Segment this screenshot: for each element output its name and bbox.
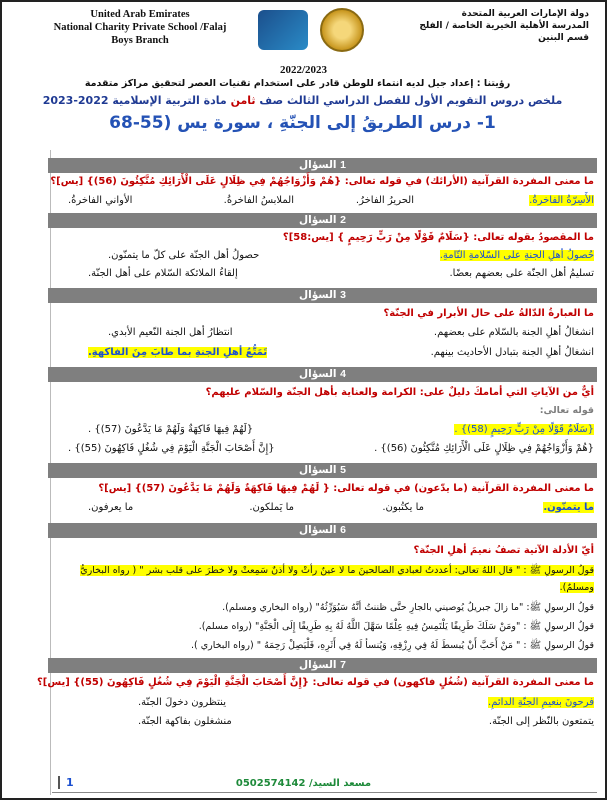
evidence-text: قولُ الرسولِ ﷺ : " قال اللهُ تعالى: أعددتُ لعبادي الصالحينَ ما لا عينٌ رأتْ ولا أذنٌ سَمِعتْ ولا خطرَ على قلب بشر " ( رواه البخاريُّ ومسلمٌ). xyxy=(80,565,594,593)
option: إلقاءُ الملائكة السّلام على أهل الجنّة. xyxy=(88,268,238,279)
question-bar-5 xyxy=(48,463,597,478)
option: انتظارُ أهل الجنة النّعيم الأبدي. xyxy=(108,327,233,338)
evidence-2: قولُ الرسولِ ﷺ: "ما زالَ جبريلُ يُوصيني بالجارِ حتَّى ظننتُ أنَّهُ سَيُوَرِّثُهُ" (رواه البخاري ومسلم). xyxy=(222,602,594,613)
header-right-line-3: قسم البنين xyxy=(538,33,589,43)
question-subtext-4: قوله تعالى: xyxy=(539,405,594,416)
summary-text: ملخص دروس التقويم الأول للفصل الدراسي الثالث صف xyxy=(259,94,563,107)
option: الملابسُ الفاخرةُ. xyxy=(223,195,294,206)
header-right-line-1: دولة الإمارات العربية المتحدة xyxy=(461,9,589,19)
question-text-1: ما معنى المفردة القرآنية (الأرائك) في قوله تعالى: {هُمْ وَأَزْوَاجُهُمْ فِي ظِلَالٍ عَلَى الْأَرَائِكِ مُتَّكِئُونَ (56)} [يس]؟ xyxy=(50,176,594,187)
option: ينتظرون دخولَ الجنّة. xyxy=(138,697,226,708)
question-number: 4 xyxy=(340,368,347,380)
option: الأواني الفاخرةُ. xyxy=(68,195,133,206)
option-correct: تَمَتُّعُ أهلِ الجنةِ بما طابَ مِنَ الفاكهةِ. xyxy=(88,347,268,358)
evidence-3: قولُ الرسولِ ﷺ : "ومَنْ سَلَكَ طَرِيقًا يَلْتَمِسُ فِيهِ عِلْمًا سَهَّلَ اللَّهُ لَهُ بِهِ طَرِيقًا إِلَى الْجَنَّةِ" (رواه مسلم). xyxy=(198,621,594,632)
header-right-line-2: المدرسة الأهلية الخيرية الخاصة / الفلج xyxy=(419,21,589,31)
question-text-6: أيّ الأدلة الآتية تصفُ نعيمَ أهلِ الجنّة؟ xyxy=(413,545,594,556)
question-text-3: ما العبارةُ الدّالةُ على حال الأبرار في الجنّة؟ xyxy=(383,308,594,319)
option: الحريرُ الفاخرُ. xyxy=(355,195,414,206)
options-row-q7a xyxy=(48,697,594,711)
question-label: السؤال xyxy=(298,159,337,171)
question-bar-1 xyxy=(48,158,597,173)
question-bar-6 xyxy=(48,523,597,538)
question-number: 6 xyxy=(340,524,347,536)
options-row-q4a xyxy=(48,424,594,438)
question-label: السؤال xyxy=(298,368,337,380)
summary-title xyxy=(10,94,595,107)
option: منشغلون بفاكهة الجنّة. xyxy=(138,716,232,727)
option: يتمتعون بالنّظر إلى الجنّة. xyxy=(488,716,594,727)
option-correct: حُصولُ أهلِ الجنةِ على السّلامةِ التّامةِ. xyxy=(439,250,594,261)
option: {لَهُمْ فِيهَا فَاكِهَةٌ وَلَهُمْ مَا يَدَّعُونَ (57)} . xyxy=(88,424,254,435)
question-bar-2 xyxy=(48,213,597,228)
option: ما يعرفون. xyxy=(88,502,134,513)
question-text-2: ما المقصودُ بقوله تعالى: {سَلَامٌ قَوْلًا مِنْ رَبٍّ رَحِيمٍ } [يس:58]؟ xyxy=(282,232,594,243)
option: {هُمْ وَأَزْوَاجُهُمْ فِي ظِلَالٍ عَلَى الْأَرَائِكِ مُتَّكِئُونَ (56)} . xyxy=(374,443,594,454)
lesson-title: 1- درس الطريقُ إلى الجنّةِ ، سورة يس (55-68 xyxy=(109,113,496,133)
question-number: 1 xyxy=(340,159,347,171)
options-row-q4b xyxy=(48,443,594,457)
options-row-q2a xyxy=(48,250,594,264)
page-number: 1 xyxy=(58,776,74,789)
option: حصولُ أهل الجنّة على كلّ ما يتمنّون. xyxy=(108,250,260,261)
options-row-q7b xyxy=(48,716,594,730)
footer-rule xyxy=(52,792,597,793)
header-left-line-3: Boys Branch xyxy=(111,35,169,46)
school-logo-icon xyxy=(258,10,308,50)
evidence-correct xyxy=(48,562,594,596)
academic-year: 2022/2023 xyxy=(279,64,328,76)
teacher-contact: مسعد السيد/ 0502574142 xyxy=(235,778,372,789)
option: {إِنَّ أَصْحَابَ الْجَنَّةِ الْيَوْمَ فِي شُغُلٍ فَاكِهُونَ (55)} . xyxy=(68,443,275,454)
header-left-line-1: United Arab Emirates xyxy=(90,9,190,20)
option-correct: فرحونَ بنعيمِ الجنّةِ الدائمِ. xyxy=(488,697,594,708)
header-right xyxy=(379,8,589,44)
question-label: السؤال xyxy=(298,289,337,301)
header-left-line-2: National Charity Private School /Falaj xyxy=(53,22,227,33)
option: ما يَملكون. xyxy=(249,502,294,513)
question-number: 2 xyxy=(340,214,347,226)
question-number: 3 xyxy=(340,289,347,301)
options-row-q5 xyxy=(48,502,594,516)
option: تسليمُ أهل الجنّة على بعضهم بعضًا. xyxy=(449,268,594,279)
options-row-q3a xyxy=(48,327,594,341)
question-bar-3 xyxy=(48,288,597,303)
question-bar-4 xyxy=(48,367,597,382)
question-label: السؤال xyxy=(298,524,337,536)
options-row-q3b xyxy=(48,347,594,361)
option: انشغالُ أهلِ الجنة بالسّلام على بعضهم. xyxy=(433,327,594,338)
summary-tail: مادة التربية الإسلامية 2022-2023 xyxy=(42,94,227,107)
school-logos xyxy=(258,8,378,52)
emblem-icon xyxy=(320,8,364,52)
question-text-5: ما معنى المفردة القرآنية (ما يدّعون) في قوله تعالى: { لَهُمْ فِيهَا فَاكِهَةٌ وَلَهُمْ مَا يَدَّعُونَ (57)} [يس]؟ xyxy=(98,483,594,494)
options-row-q2b xyxy=(48,268,594,282)
option-correct: ما يتمنّون. xyxy=(543,502,594,513)
question-number: 5 xyxy=(340,464,347,476)
vision-statement: رؤيتنا : إعداد جيل لديه انتماء للوطن قادر على استخدام تقنيات العصر لتحقيق مراكز متقدمة xyxy=(84,78,511,89)
header-left xyxy=(30,8,250,47)
question-label: السؤال xyxy=(298,214,337,226)
options-row-q1 xyxy=(48,195,594,209)
evidence-4: قولُ الرسولِ ﷺ : " مَنْ أَحَبَّ أَنْ يُبسطَ لَهُ فِي رِزْقِهِ، وَيُنسأ لَهُ فِي أَثَرِهِ، فَلْيَصِلْ رَحِمَهُ " (رواه البخاري ). xyxy=(190,640,594,651)
question-number: 7 xyxy=(340,659,347,671)
option: ما يكتُبون. xyxy=(382,502,424,513)
question-text-7: ما معنى المفردة القرآنية (شُغُلٍ فاكهون) في قوله تعالى: {إِنَّ أَصْحَابَ الْجَنَّةِ الْيَوْمَ فِي شُغُلٍ فَاكِهُونَ (55)} [يس]؟ xyxy=(36,677,594,688)
option-correct: {سَلَامٌ قَوْلًا مِنْ رَبٍّ رَحِيمٍ (58)} . xyxy=(454,424,594,435)
question-text-4: أيٌّ من الآياتِ التي أمامكَ دليلٌ على: الكرامة والعناية بأهل الجنّة والسّلام عليهم؟ xyxy=(205,387,594,398)
question-label: السؤال xyxy=(298,464,337,476)
option: انشغالُ أهلِ الجنة بتبادل الأحاديث بينهم. xyxy=(430,347,594,358)
question-bar-7 xyxy=(48,658,597,673)
summary-grade: ثامن xyxy=(230,94,256,107)
option-correct: الأَسِرّةُ الفاخرةُ. xyxy=(529,195,594,206)
question-label: السؤال xyxy=(298,659,337,671)
